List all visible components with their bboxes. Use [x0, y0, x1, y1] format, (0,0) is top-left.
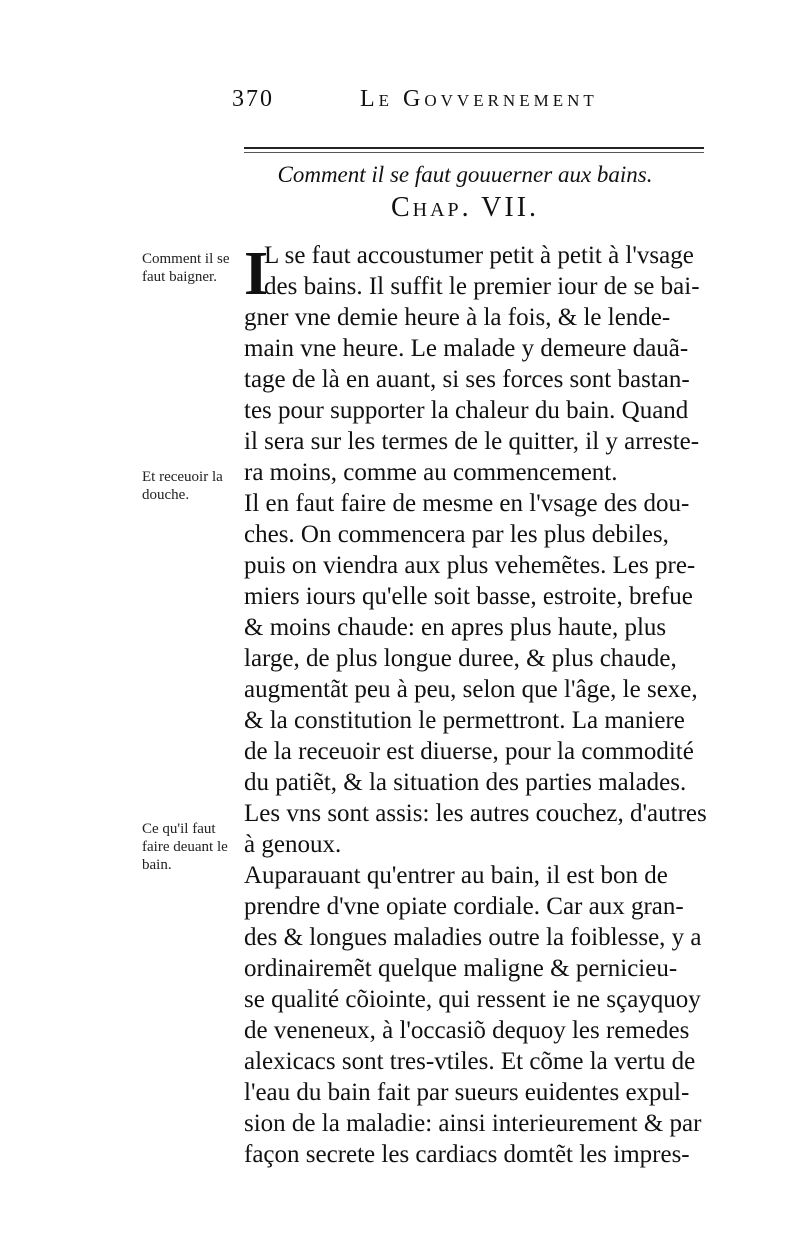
chapter-title: Comment il se faut gouuerner aux bains.: [277, 162, 653, 187]
text-line: ra moins, comme au commencement.: [244, 459, 618, 486]
text-line: Auparauant qu'entrer au bain, il est bon de: [244, 862, 668, 889]
text-line: se qualité cõiointe, qui ressent ie ne sçayquoy: [244, 986, 701, 1013]
text-line: Il en faut faire de mesme en l'vsage des dou-: [244, 490, 690, 517]
text-line: alexicacs sont tres-vtiles. Et cõme la vertu de: [244, 1048, 696, 1075]
text-line: l'eau du bain fait par sueurs euidentes expul-: [244, 1079, 690, 1106]
text-line: prendre d'vne opiate cordiale. Car aux gran-: [244, 893, 684, 920]
text-line: sion de la maladie: ainsi interieurement & par: [244, 1110, 702, 1137]
margin-note-douche: Et receuoir la douche.: [142, 469, 223, 503]
text-line: de veneneux, à l'occasiõ dequoy les remedes: [244, 1017, 690, 1044]
margin-note-baigner: Comment il se faut baigner.: [142, 251, 230, 285]
text-line: façon secrete les cardiacs domtẽt les impres-: [244, 1141, 690, 1168]
running-title: Le Govvernement: [360, 86, 598, 112]
margin-note-avant-bain: Ce qu'il faut faire deuant le bain.: [142, 821, 228, 873]
chapter-number: Chap. VII.: [390, 192, 540, 223]
text-line: augmentãt peu à peu, selon que l'âge, le sexe,: [244, 676, 698, 703]
header-rule: [244, 147, 704, 153]
text-line: Les vns sont assis: les autres couchez, d'autres: [244, 800, 707, 827]
text-line: gner vne demie heure à la fois, & le lende-: [244, 304, 671, 331]
text-line: tage de là en auant, si ses forces sont bastan-: [244, 366, 690, 393]
text-line: il sera sur les termes de le quitter, il y arreste-: [244, 428, 700, 455]
text-line: du patiẽt, & la situation des parties malades.: [244, 769, 687, 796]
text-line: puis on viendra aux plus vehemẽtes. Les pre-: [244, 552, 696, 579]
text-line: ordinairemẽt quelque maligne & pernicieu-: [244, 955, 678, 982]
text-line: main vne heure. Le malade y demeure dauã-: [244, 335, 689, 362]
text-line: miers iours qu'elle soit basse, estroite, brefue: [244, 583, 693, 610]
text-line: tes pour supporter la chaleur du bain. Quand: [244, 397, 689, 424]
body-text: [244, 240, 714, 1170]
text-line: & moins chaude: en apres plus haute, plus: [244, 614, 667, 641]
page-number: 370: [232, 86, 274, 112]
text-line: L se faut accoustumer petit à petit à l'vsage: [264, 242, 694, 269]
text-line: des & longues maladies outre la foiblesse, y a: [244, 924, 702, 951]
drop-capital: I: [244, 240, 269, 308]
text-line: & la constitution le permettront. La maniere: [244, 707, 685, 734]
text-line: large, de plus longue duree, & plus chaude,: [244, 645, 677, 672]
text-line: des bains. Il suffit le premier iour de se bai-: [264, 273, 700, 300]
text-line: ches. On commencera par les plus debiles,: [244, 521, 669, 548]
text-line: à genoux.: [244, 831, 342, 858]
text-line: de la receuoir est diuerse, pour la commodité: [244, 738, 694, 765]
